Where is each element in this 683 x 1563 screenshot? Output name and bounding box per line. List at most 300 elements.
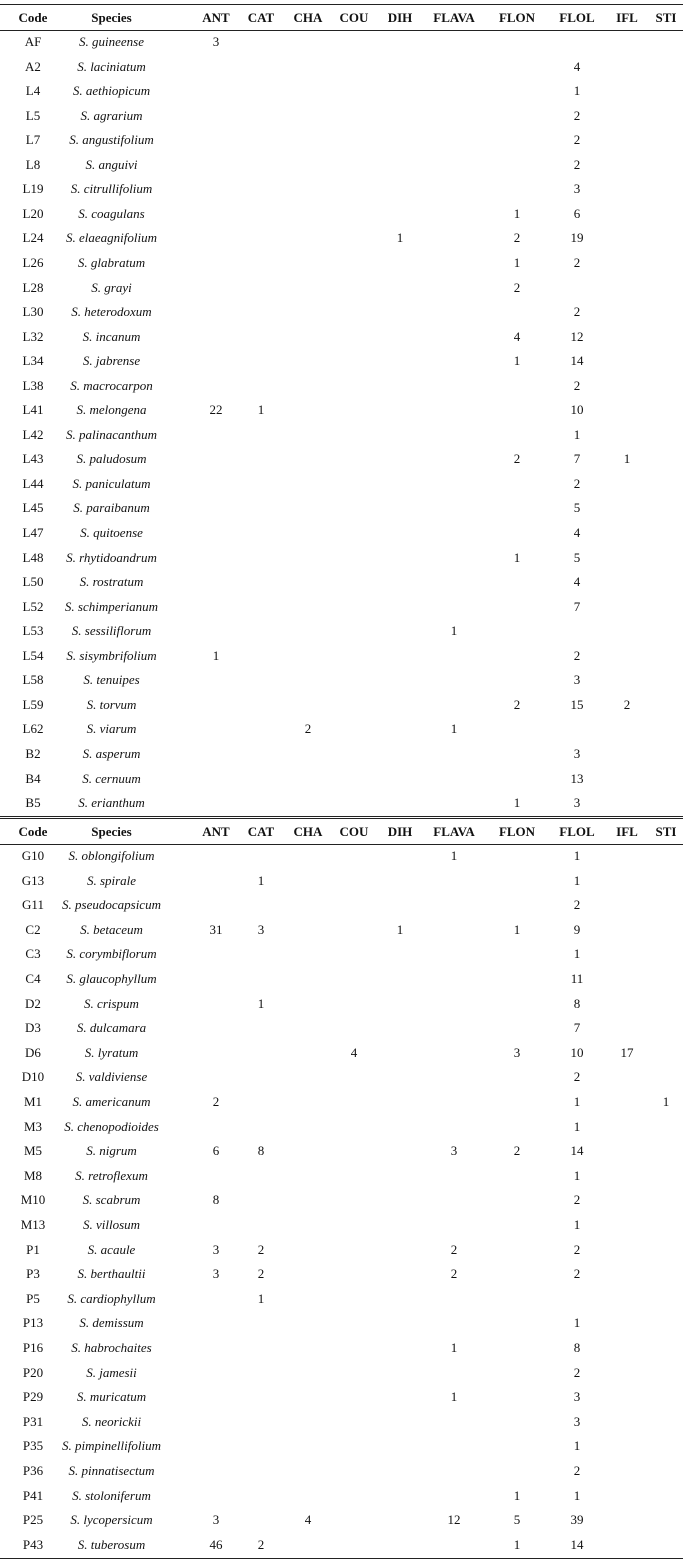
species-cell: S. cernuum <box>82 770 141 786</box>
code-cell: D2 <box>25 995 41 1011</box>
species-cell: S. cardiophyllum <box>67 1290 156 1306</box>
species-cell: S. habrochaites <box>71 1340 152 1355</box>
species-cell: S. oblongifolium <box>68 848 155 863</box>
table-row <box>0 374 683 399</box>
table-row <box>0 447 683 472</box>
count-cell-flol: 2 <box>573 1069 581 1085</box>
count-cell-ant: 8 <box>212 1192 220 1208</box>
count-cell-flol: 2 <box>573 254 581 270</box>
table-row <box>0 1385 683 1410</box>
table-row <box>0 546 683 571</box>
species-cell: S. villosum <box>82 1217 141 1232</box>
count-cell-flon: 2 <box>513 279 521 295</box>
code-cell: L5 <box>25 107 41 123</box>
table-row <box>0 276 683 301</box>
code-cell: P29 <box>22 1389 44 1405</box>
species-cell: S. schimperianum <box>64 598 159 614</box>
count-cell-flol: 14 <box>570 1536 584 1552</box>
species-cell: S. neorickii <box>81 1413 142 1429</box>
count-cell-flon: 1 <box>513 353 521 369</box>
count-cell-cat: 1 <box>257 1290 265 1306</box>
column-header-cha: CHA <box>293 824 323 839</box>
species-cell: S. tenuipes <box>83 672 140 688</box>
code-cell: L48 <box>22 549 44 565</box>
table-row <box>0 967 683 992</box>
species-cell: S. palinacanthum <box>66 426 157 442</box>
count-cell-flol: 1 <box>573 1217 581 1232</box>
column-header-ifl: IFL <box>616 10 638 25</box>
code-cell: L38 <box>22 377 44 393</box>
count-cell-flol: 11 <box>570 971 584 986</box>
species-cell: S. erianthum <box>78 795 145 811</box>
table-row <box>0 55 683 80</box>
count-cell-flol: 2 <box>573 132 581 148</box>
count-cell-flol: 4 <box>573 574 581 590</box>
code-cell: C4 <box>25 971 41 986</box>
table-row <box>0 300 683 325</box>
code-cell: L41 <box>22 402 44 418</box>
count-cell-flon: 1 <box>513 921 521 937</box>
table-row <box>0 791 683 816</box>
count-cell-ant: 3 <box>212 1266 220 1282</box>
count-cell-flol: 4 <box>573 58 581 74</box>
count-cell-flol: 2 <box>573 1192 581 1208</box>
table-row <box>0 398 683 423</box>
count-cell-flol: 3 <box>573 672 581 688</box>
species-cell: S. dulcamara <box>76 1020 147 1036</box>
species-cell: S. jamesii <box>86 1364 137 1380</box>
table-row <box>0 869 683 894</box>
count-cell-ifl: 17 <box>620 1044 634 1060</box>
table-row <box>0 1213 683 1238</box>
code-cell: P1 <box>26 1241 40 1257</box>
count-cell-cou: 4 <box>350 1044 358 1060</box>
code-cell: L52 <box>22 598 44 614</box>
table-row <box>0 595 683 620</box>
count-cell-flon: 2 <box>513 696 521 712</box>
table-row <box>0 1410 683 1435</box>
count-cell-flol: 2 <box>573 897 581 913</box>
table-row <box>0 767 683 792</box>
count-cell-dih: 1 <box>396 230 404 246</box>
code-cell: G11 <box>22 897 44 913</box>
count-cell-flol: 5 <box>573 549 581 565</box>
code-cell: D10 <box>21 1069 45 1085</box>
species-cell: S. betaceum <box>80 921 143 937</box>
species-cell: S. sisymbrifolium <box>66 647 157 663</box>
code-cell: G10 <box>21 848 45 863</box>
count-cell-cat: 2 <box>257 1266 265 1282</box>
column-header-flon: FLON <box>498 10 536 25</box>
count-cell-flon: 1 <box>513 1487 521 1503</box>
table-row <box>0 942 683 967</box>
count-cell-flava: 1 <box>450 623 458 639</box>
table-row <box>0 177 683 202</box>
code-cell: L53 <box>22 623 44 639</box>
count-cell-flol: 1 <box>573 83 581 99</box>
column-header-cou: COU <box>339 824 369 839</box>
species-cell: S. melongena <box>76 402 147 418</box>
count-cell-flol: 14 <box>570 1143 584 1159</box>
table-row <box>0 668 683 693</box>
species-cell: S. demissum <box>79 1315 144 1331</box>
code-cell: L59 <box>22 696 44 712</box>
header-row <box>0 5 683 31</box>
count-cell-flol: 8 <box>573 1340 581 1355</box>
table-row <box>0 128 683 153</box>
table-row <box>0 1065 683 1090</box>
count-cell-ant: 3 <box>212 1241 220 1257</box>
code-cell: P35 <box>22 1438 44 1454</box>
count-cell-ant: 46 <box>209 1536 223 1552</box>
code-cell: M13 <box>20 1217 46 1232</box>
code-cell: P41 <box>22 1487 44 1503</box>
column-header-flon: FLON <box>498 824 536 839</box>
column-header-cha: CHA <box>293 10 323 25</box>
column-header-flol: FLOL <box>559 10 595 25</box>
code-cell: L7 <box>25 132 41 148</box>
code-cell: L58 <box>22 672 44 688</box>
table-row <box>0 893 683 918</box>
code-cell: P5 <box>26 1290 40 1306</box>
count-cell-flava: 1 <box>450 1389 458 1405</box>
table-row <box>0 325 683 350</box>
count-cell-flol: 3 <box>573 1389 581 1405</box>
table-row <box>0 1434 683 1459</box>
species-cell: S. agrarium <box>80 107 143 123</box>
count-cell-flava: 12 <box>447 1512 461 1528</box>
count-cell-flol: 15 <box>570 696 584 712</box>
bottom-rule <box>0 1558 683 1559</box>
table-row <box>0 79 683 104</box>
species-cell: S. paludosum <box>76 451 147 467</box>
count-cell-flon: 2 <box>513 230 521 246</box>
table-row <box>0 570 683 595</box>
table-row <box>0 644 683 669</box>
count-cell-flol: 39 <box>570 1512 584 1528</box>
table-row <box>0 1090 683 1115</box>
species-cell: S. scabrum <box>82 1192 141 1208</box>
code-cell: L30 <box>22 304 44 320</box>
count-cell-flon: 2 <box>513 451 521 467</box>
species-cell: S. berthaultii <box>77 1266 146 1282</box>
code-cell: B4 <box>25 770 41 786</box>
code-cell: L24 <box>22 230 44 246</box>
code-cell: D3 <box>25 1020 41 1036</box>
count-cell-flol: 2 <box>573 107 581 123</box>
count-cell-flol: 1 <box>573 1118 581 1134</box>
species-cell: S. americanum <box>72 1094 151 1109</box>
code-cell: P31 <box>22 1413 44 1429</box>
count-cell-flon: 1 <box>513 795 521 811</box>
count-cell-flol: 6 <box>573 205 581 221</box>
count-cell-flon: 1 <box>513 549 521 565</box>
code-cell: M1 <box>23 1094 43 1109</box>
table-row <box>0 619 683 644</box>
count-cell-flol: 2 <box>573 156 581 172</box>
count-cell-flava: 2 <box>450 1266 458 1282</box>
code-cell: L20 <box>22 205 44 221</box>
species-cell: S. nigrum <box>86 1143 137 1159</box>
code-cell: L47 <box>22 525 44 540</box>
count-cell-cat: 2 <box>257 1241 265 1257</box>
count-cell-ant: 2 <box>212 1094 220 1109</box>
count-cell-flon: 1 <box>513 205 521 221</box>
column-header-species: Species <box>91 824 132 839</box>
column-header-ant: ANT <box>202 10 230 25</box>
count-cell-flol: 10 <box>570 402 584 418</box>
count-cell-ant: 31 <box>209 921 223 937</box>
table-row <box>0 1188 683 1213</box>
table-row <box>0 1533 683 1558</box>
species-cell: S. laciniatum <box>77 58 146 74</box>
code-cell: P25 <box>22 1512 44 1528</box>
count-cell-flol: 1 <box>573 1438 581 1454</box>
table-row <box>0 992 683 1017</box>
species-cell: S. rostratum <box>79 574 144 590</box>
species-cell: S. stoloniferum <box>72 1487 151 1503</box>
species-cell: S. lycopersicum <box>70 1512 153 1528</box>
code-cell: M10 <box>20 1192 46 1208</box>
column-header-code: Code <box>18 10 48 25</box>
species-cell: S. macrocarpon <box>70 377 153 393</box>
count-cell-flol: 14 <box>570 353 584 369</box>
code-cell: L50 <box>22 574 44 590</box>
code-cell: L43 <box>22 451 44 467</box>
count-cell-ifl: 2 <box>623 696 631 712</box>
count-cell-flol: 3 <box>573 181 581 197</box>
count-cell-flol: 19 <box>570 230 584 246</box>
count-cell-flol: 12 <box>570 328 584 344</box>
count-cell-flava: 1 <box>450 721 458 737</box>
species-cell: S. asperum <box>82 745 141 761</box>
column-header-cat: CAT <box>247 824 275 839</box>
species-cell: S. tuberosum <box>77 1536 146 1552</box>
count-cell-flol: 1 <box>573 872 581 888</box>
table-row <box>0 844 683 869</box>
table-row <box>0 153 683 178</box>
table-row <box>0 1311 683 1336</box>
code-cell: L44 <box>22 475 44 491</box>
count-cell-flava: 3 <box>450 1143 458 1159</box>
code-cell: L28 <box>22 279 44 295</box>
count-cell-flon: 5 <box>513 1512 521 1528</box>
species-cell: S. rhytidoandrum <box>66 549 157 565</box>
species-cell: S. grayi <box>91 279 132 295</box>
count-cell-flol: 2 <box>573 475 581 491</box>
code-cell: P20 <box>22 1364 44 1380</box>
count-cell-flol: 1 <box>573 1315 581 1331</box>
table-row <box>0 1287 683 1312</box>
column-header-flava: FLAVA <box>433 10 475 25</box>
count-cell-cha: 2 <box>304 721 312 737</box>
species-cell: S. glabratum <box>77 254 146 270</box>
column-header-code: Code <box>18 824 48 839</box>
species-cell: S. lyratum <box>84 1044 139 1060</box>
count-cell-flol: 2 <box>573 1241 581 1257</box>
table-row <box>0 1361 683 1386</box>
table-row <box>0 1508 683 1533</box>
count-cell-sti: 1 <box>662 1094 670 1109</box>
species-cell: S. angustifolium <box>69 132 154 148</box>
count-cell-cha: 4 <box>304 1512 312 1528</box>
table-row <box>0 1164 683 1189</box>
count-cell-flol: 2 <box>573 1364 581 1380</box>
count-cell-flon: 4 <box>513 328 521 344</box>
code-cell: M8 <box>23 1167 43 1183</box>
count-cell-flol: 1 <box>573 1167 581 1183</box>
code-cell: G13 <box>21 872 45 888</box>
count-cell-cat: 1 <box>257 402 265 418</box>
code-cell: M5 <box>23 1143 43 1159</box>
species-cell: S. crispum <box>84 995 139 1011</box>
species-cell: S. citrullifolium <box>70 181 153 197</box>
count-cell-cat: 8 <box>257 1143 265 1159</box>
table-row <box>0 1139 683 1164</box>
count-cell-flol: 7 <box>573 598 581 614</box>
code-cell: L42 <box>22 426 44 442</box>
species-cell: S. viarum <box>86 721 137 737</box>
column-header-cat: CAT <box>247 10 275 25</box>
species-cell: S. paraibanum <box>73 500 150 516</box>
species-cell: S. acaule <box>87 1241 136 1257</box>
code-cell: L32 <box>22 328 44 344</box>
species-cell: S. muricatum <box>76 1389 147 1405</box>
code-cell: L4 <box>25 83 41 99</box>
count-cell-flol: 10 <box>570 1044 584 1060</box>
column-header-ifl: IFL <box>616 824 638 839</box>
table-row <box>0 1238 683 1263</box>
count-cell-flol: 4 <box>573 525 581 540</box>
column-header-flava: FLAVA <box>433 824 475 839</box>
count-cell-ant: 3 <box>212 1512 220 1528</box>
code-cell: C3 <box>25 946 41 962</box>
count-cell-flol: 2 <box>573 377 581 393</box>
count-cell-cat: 1 <box>257 995 265 1011</box>
table-row <box>0 423 683 448</box>
species-cell: S. quitoense <box>80 525 143 540</box>
species-cell: S. pinnatisectum <box>68 1463 155 1478</box>
table-row <box>0 104 683 129</box>
code-cell: D6 <box>25 1044 41 1060</box>
count-cell-flol: 5 <box>573 500 581 516</box>
code-cell: L8 <box>25 156 41 172</box>
table-row <box>0 717 683 742</box>
count-cell-flol: 3 <box>573 745 581 761</box>
count-cell-cat: 1 <box>257 872 265 888</box>
species-cell: S. anguivi <box>85 156 138 172</box>
species-cell: S. corymbiflorum <box>66 946 157 962</box>
code-cell: P43 <box>22 1536 44 1552</box>
species-cell: S. pimpinellifolium <box>62 1438 161 1454</box>
count-cell-flava: 1 <box>450 848 458 863</box>
table-row <box>0 202 683 227</box>
count-cell-dih: 1 <box>396 921 404 937</box>
count-cell-flol: 8 <box>573 995 581 1011</box>
species-cell: S. sessiliflorum <box>71 623 152 639</box>
count-cell-ant: 1 <box>212 647 220 663</box>
code-cell: L26 <box>22 254 44 270</box>
count-cell-flol: 7 <box>573 1020 581 1036</box>
species-cell: S. torvum <box>86 696 137 712</box>
column-header-dih: DIH <box>387 10 413 25</box>
table-row <box>0 1336 683 1361</box>
table-row <box>0 1016 683 1041</box>
table-row <box>0 918 683 943</box>
count-cell-ant: 22 <box>209 402 223 418</box>
count-cell-flol: 1 <box>573 1094 581 1109</box>
count-cell-flol: 2 <box>573 304 581 320</box>
table-row <box>0 521 683 546</box>
species-cell: S. pseudocapsicum <box>62 897 161 913</box>
species-cell: S. jabrense <box>82 353 141 369</box>
count-cell-flol: 2 <box>573 1463 581 1478</box>
count-cell-flon: 1 <box>513 254 521 270</box>
code-cell: B2 <box>25 745 41 761</box>
table-row <box>0 472 683 497</box>
code-cell: L45 <box>22 500 44 516</box>
count-cell-flon: 2 <box>513 1143 521 1159</box>
code-cell: P36 <box>22 1463 44 1478</box>
table-row <box>0 693 683 718</box>
species-cell: S. spirale <box>86 872 137 888</box>
column-header-cou: COU <box>339 10 369 25</box>
count-cell-flol: 7 <box>573 451 581 467</box>
table-row <box>0 1262 683 1287</box>
species-cell: S. elaeagnifolium <box>66 230 157 246</box>
table-row <box>0 1041 683 1066</box>
count-cell-ifl: 1 <box>623 451 631 467</box>
code-cell: P13 <box>22 1315 44 1331</box>
table-row <box>0 496 683 521</box>
count-cell-flol: 3 <box>573 795 581 811</box>
code-cell: C2 <box>25 921 41 937</box>
table-row <box>0 226 683 251</box>
code-cell: L62 <box>22 721 44 737</box>
column-header-dih: DIH <box>387 824 413 839</box>
column-header-flol: FLOL <box>559 824 595 839</box>
code-cell: M3 <box>23 1118 43 1134</box>
count-cell-ant: 6 <box>212 1143 220 1159</box>
species-cell: S. guineense <box>79 34 144 49</box>
count-cell-flava: 1 <box>450 1340 458 1355</box>
code-cell: B5 <box>25 795 41 811</box>
species-cell: S. heterodoxum <box>71 304 152 320</box>
species-cell: S. incanum <box>82 328 141 344</box>
count-cell-flol: 9 <box>573 921 581 937</box>
count-cell-flon: 3 <box>513 1044 521 1060</box>
species-cell: S. glaucophyllum <box>66 971 157 986</box>
code-cell: AF <box>24 34 42 49</box>
code-cell: L34 <box>22 353 44 369</box>
code-cell: L54 <box>22 647 44 663</box>
count-cell-flol: 1 <box>573 426 581 442</box>
count-cell-flol: 3 <box>573 1413 581 1429</box>
header-row <box>0 819 683 845</box>
table-row <box>0 349 683 374</box>
count-cell-cat: 3 <box>257 921 265 937</box>
column-header-ant: ANT <box>202 824 230 839</box>
code-cell: A2 <box>25 58 41 74</box>
column-header-species: Species <box>91 10 132 25</box>
column-header-sti: STI <box>655 10 677 25</box>
count-cell-flol: 2 <box>573 647 581 663</box>
code-cell: L19 <box>22 181 44 197</box>
table-row <box>0 251 683 276</box>
table-row <box>0 1115 683 1140</box>
count-cell-flava: 2 <box>450 1241 458 1257</box>
table-row <box>0 30 683 55</box>
